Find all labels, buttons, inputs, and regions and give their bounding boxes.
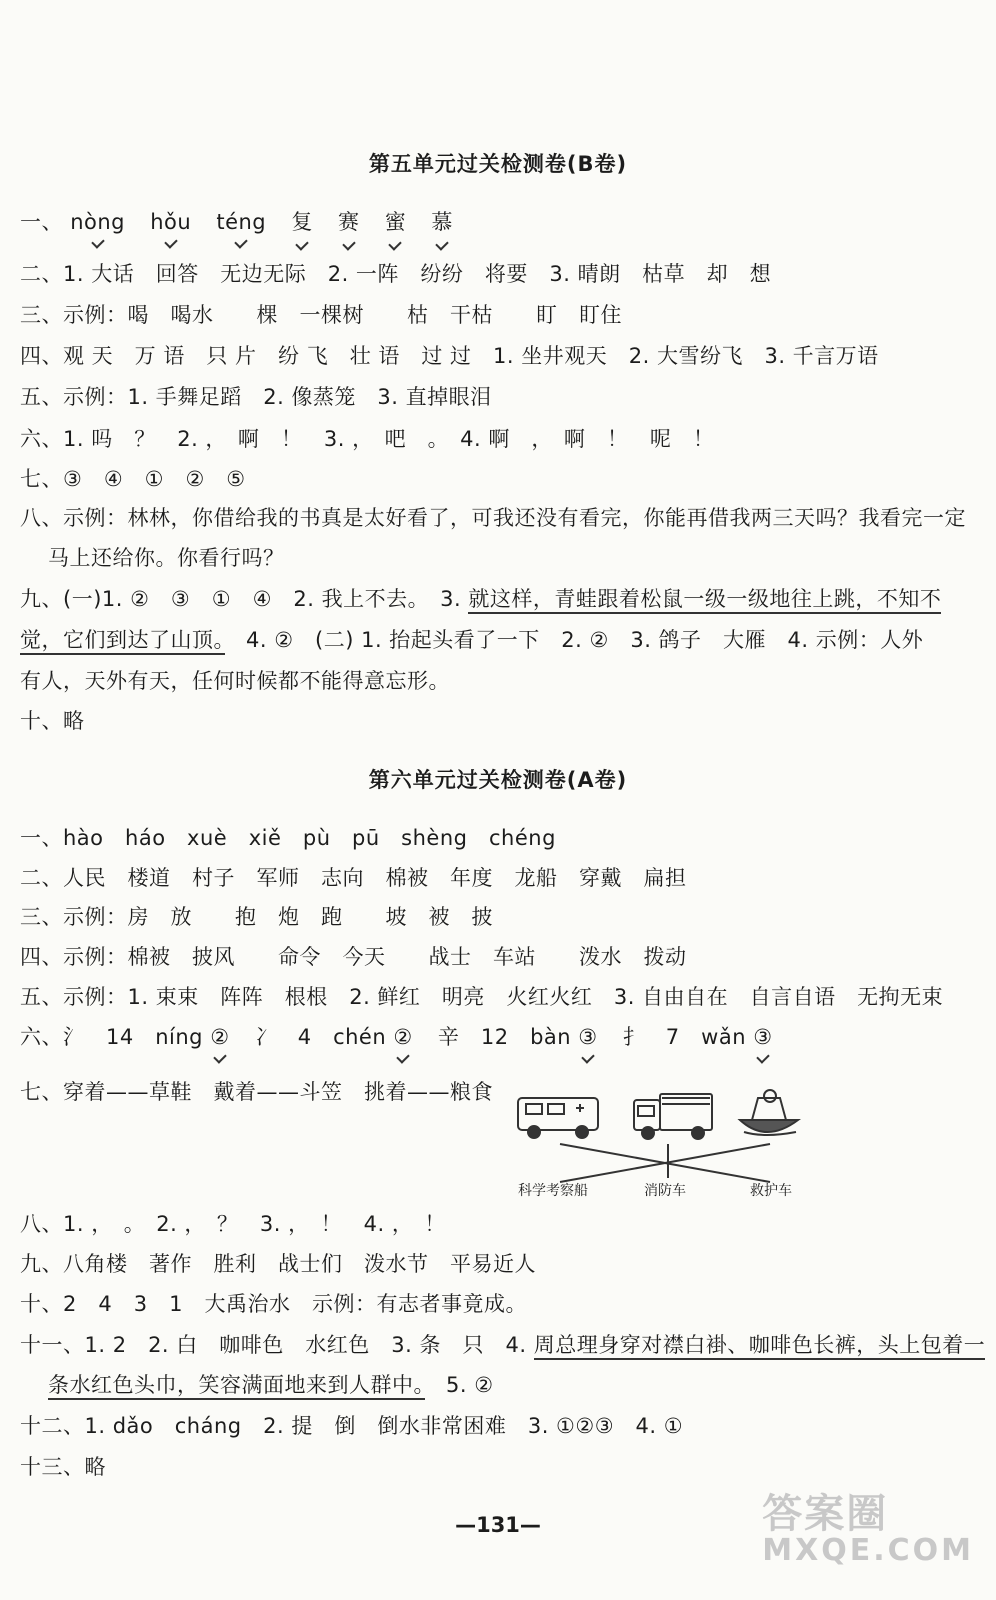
char-item: 慕: [431, 206, 453, 236]
answer-b-q9-line3: 有人，天外有天，任何时候都不能得意忘形。: [20, 669, 450, 693]
answer-b-q4: 四、观 天 万 语 只 片 纷 飞 壮 语 过 过 1. 坐井观天 2. 大雪纷飞 3. 千言万语: [20, 344, 879, 368]
answer-a-q12: 十二、1. dǎo cháng 2. 提 倒 倒水非常困难 3. ①②③ 4. ①: [20, 1414, 684, 1438]
fire-truck-icon: [634, 1094, 712, 1139]
label-ambulance: 救护车: [750, 1183, 792, 1199]
underlined-answer: 周总理身穿对襟白褂、咖啡色长裤，头上包着一: [534, 1333, 986, 1360]
underlined-answer: 条水红色头巾，笑容满面地来到人群中。: [48, 1373, 425, 1400]
char-item: 赛: [338, 206, 360, 236]
underlined-answer: 觉，它们到达了山顶。: [20, 628, 225, 655]
answer-a-q4: 四、示例：棉被 披风 命令 今天 战士 车站 泼水 拨动: [20, 945, 687, 969]
answer-a-q8: 八、1. ， 。 2. ， ？ 3. ， ！ 4. ， ！: [20, 1212, 446, 1236]
answer-a-q1: 一、hào háo xuè xiě pù pū shèng chéng: [20, 826, 556, 850]
answer-b-q8-line1: 八、示例：林林，你借给我的书真是太好看了，可我还没有看完，你能再借我两三天吗？我看完一定: [20, 506, 966, 530]
page-number: —131—: [455, 1513, 541, 1537]
answer-b-q9-line2: 觉，它们到达了山顶。 4. ② (二) 1. 抬起头看了一下 2. ② 3. 鸽子 大雁 4. 示例：人外: [20, 624, 923, 654]
answer-b-q3: 三、示例：喝 喝水 棵 一棵树 枯 干枯 盯 盯住: [20, 303, 622, 327]
answer-b-q9-line1: 九、(一)1. ② ③ ① ④ 2. 我上不去。 3. 就这样，青蛙跟着松鼠一级一级地往上跳，不知不: [20, 583, 941, 613]
answer-a-q2: 二、人民 楼道 村子 军师 志向 棉被 年度 龙船 穿戴 扁担: [20, 866, 687, 890]
answer-b-q5: 五、示例：1. 手舞足蹈 2. 像蒸笼 3. 直掉眼泪: [20, 385, 492, 409]
answer-b-q6: 六、1. 吗 ？ 2. ， 啊 ！ 3. ， 吧 。 4. 啊 ， 啊 ！ 呢 ！: [20, 427, 715, 451]
pinyin-item: hǒu: [150, 210, 192, 234]
section-title-unit6-a: 第六单元过关检测卷(A卷): [368, 768, 628, 792]
answer-a-q7: 七、穿着——草鞋 戴着——斗笠 挑着——粮食: [20, 1080, 493, 1104]
ambulance-icon: [518, 1098, 598, 1138]
answer-a-q9: 九、八角楼 著作 胜利 战士们 泼水节 平易近人: [20, 1252, 536, 1276]
answer-b-q2: 二、1. 大话 回答 无边无际 2. 一阵 纷纷 将要 3. 晴朗 枯草 却 想: [20, 262, 772, 286]
pinyin-item: téng: [216, 210, 267, 234]
answer-b-q8-line2: 马上还给你。你看行吗？: [48, 546, 285, 570]
answer-a-q11-line2: 条水红色头巾，笑容满面地来到人群中。 5. ②: [48, 1369, 494, 1399]
answer-b-q7: 七、③ ④ ① ② ⑤: [20, 467, 246, 491]
answer-a-q10: 十、2 4 3 1 大禹治水 示例：有志者事竟成。: [20, 1292, 527, 1316]
section-title-unit5-b: 第五单元过关检测卷(B卷): [368, 152, 628, 176]
answer-b-q1: 一、 nòng hǒu téng 复 赛 蜜 慕: [20, 206, 453, 236]
watermark-logo: 答案圈 MXQE.COM: [762, 1491, 974, 1568]
label-fire-truck: 消防车: [644, 1183, 686, 1199]
label-research-ship: 科学考察船: [518, 1183, 588, 1199]
answer-a-q11-line1: 十一、1. 2 2. 白 咖啡色 水红色 3. 条 只 4. 周总理身穿对襟白褂、咖啡色长裤，头上包着一: [20, 1329, 985, 1359]
char-item: 蜜: [385, 206, 407, 236]
match-lines: [560, 1144, 770, 1182]
pinyin-item: nòng: [70, 210, 125, 234]
underlined-answer: 就这样，青蛙跟着松鼠一级一级地往上跳，不知不: [468, 587, 941, 614]
answer-a-q3: 三、示例：房 放 抱 炮 跑 坡 被 披: [20, 905, 493, 929]
answer-b-q10: 十、略: [20, 709, 85, 733]
answer-a-q13: 十三、略: [20, 1455, 106, 1479]
research-ship-icon: [740, 1090, 798, 1135]
answer-a-q5: 五、示例：1. 束束 阵阵 根根 2. 鲜红 明亮 火红火红 3. 自由自在 自言自语 无拘无束: [20, 985, 944, 1009]
answer-a-q6: 六、氵 14 níng ② 冫 4 chén ② 辛 12 bàn ③ 扌 7 wǎn ③: [20, 1025, 773, 1049]
char-item: 复: [291, 206, 313, 236]
matching-figure: [512, 1080, 812, 1200]
